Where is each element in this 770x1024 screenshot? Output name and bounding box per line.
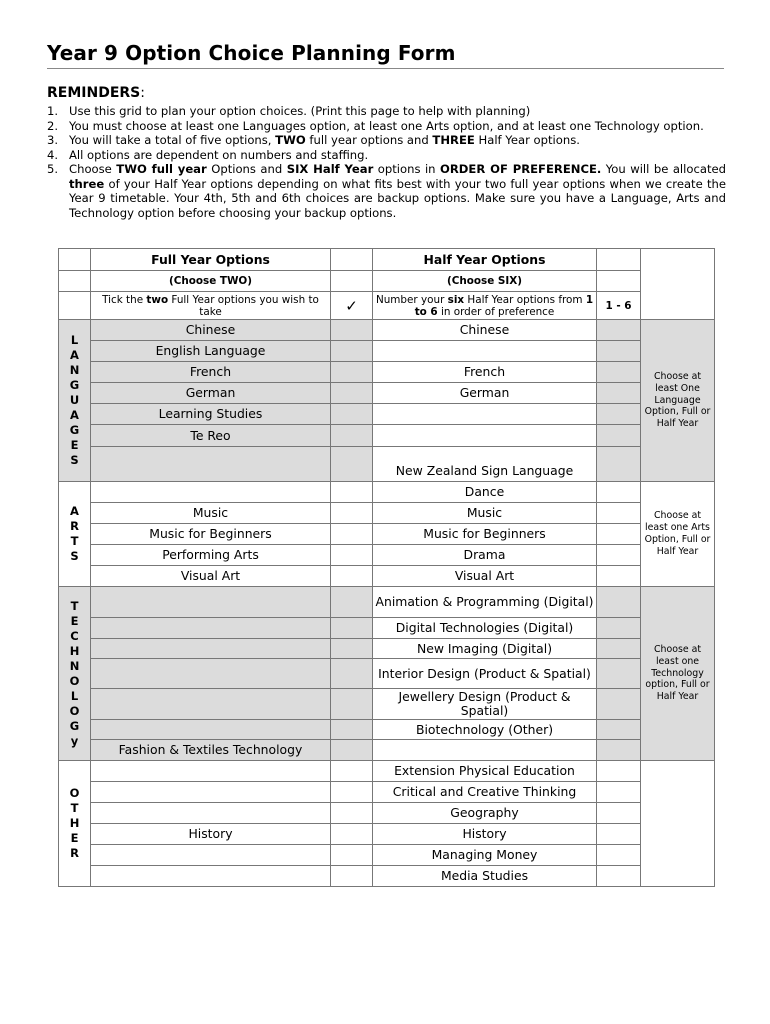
text-run: Half Year options. [474, 133, 580, 147]
reminder-item [47, 104, 726, 119]
half-year-rank-box[interactable] [597, 503, 641, 524]
table-row [59, 320, 715, 341]
full-year-tick-box[interactable] [331, 803, 373, 824]
half-year-option: New Imaging (Digital) [373, 639, 597, 659]
label-letter: G [69, 423, 80, 437]
half-year-rank-box[interactable] [597, 720, 641, 740]
half-year-header: Half Year Options [373, 249, 597, 271]
full-year-option: History [91, 824, 331, 845]
full-year-option: Performing Arts [91, 545, 331, 566]
reminder-number: 5. [47, 162, 59, 176]
full-year-option [91, 761, 331, 782]
half-year-rank-box[interactable] [597, 740, 641, 761]
full-year-tick-box[interactable] [331, 524, 373, 545]
full-year-option [91, 720, 331, 740]
text-run: Full Year options you wish to take [168, 293, 319, 318]
label-letter: T [70, 534, 79, 548]
half-year-option: German [373, 383, 597, 404]
label-letter: O [69, 703, 80, 718]
text-run: options in [373, 162, 441, 176]
label-letter: H [69, 816, 80, 830]
full-year-option [91, 782, 331, 803]
label-letter: L [70, 688, 79, 703]
half-year-rank-box[interactable] [597, 761, 641, 782]
half-year-option: New Zealand Sign Language [373, 447, 597, 482]
full-year-tick-box[interactable] [331, 587, 373, 618]
text-run: Number your [375, 293, 448, 306]
text-run: of your Half Year options depending on what fits best with your two full year options when we create the Year 9 timetable. Your 4th, 5th and 6th choices are backup options. Make sure you have a Language, Arts and Technology option before choosing your backup options. [69, 176, 726, 220]
full-year-tick-box[interactable] [331, 639, 373, 659]
label-letter: N [69, 658, 80, 673]
half-year-option: Dance [373, 482, 597, 503]
full-year-option: Fashion & Textiles Technology [91, 740, 331, 761]
full-year-tick-box[interactable] [331, 740, 373, 761]
text-run: TWO [275, 133, 306, 147]
table-row [59, 292, 715, 320]
label-letter: C [70, 628, 79, 643]
half-year-rank-box[interactable] [597, 618, 641, 639]
header-blank [59, 249, 91, 271]
reminder-number: 3. [47, 133, 59, 147]
half-year-rank-box[interactable] [597, 587, 641, 618]
table-row [59, 545, 715, 566]
full-year-option [91, 866, 331, 887]
half-year-rank-box[interactable] [597, 824, 641, 845]
text-run: Half Year options from [464, 293, 586, 306]
label-letter: E [70, 613, 79, 628]
label-letter: E [70, 831, 79, 845]
half-year-rank-box[interactable] [597, 845, 641, 866]
half-year-option: Critical and Creative Thinking [373, 782, 597, 803]
header-blank [597, 271, 641, 292]
reminder-number: 2. [47, 118, 59, 133]
section-requirement-note: Choose at least One Language Option, Full or Half Year [641, 320, 715, 482]
label-letter: y [70, 733, 79, 748]
label-letter: R [70, 519, 79, 533]
label-letter: O [69, 673, 80, 688]
half-year-option [373, 740, 597, 761]
full-choose-label: (Choose TWO) [91, 271, 331, 292]
text-run: Choose [69, 162, 117, 176]
half-year-option [373, 425, 597, 447]
section-requirement-note: Choose at least one Technology option, Full or Half Year [641, 587, 715, 761]
full-year-option: Te Reo [91, 425, 331, 447]
full-year-tick-box[interactable] [331, 618, 373, 639]
full-year-option: Chinese [91, 320, 331, 341]
half-year-rank-box[interactable] [597, 341, 641, 362]
half-year-rank-box[interactable] [597, 320, 641, 341]
label-letter: G [69, 378, 80, 392]
text-run: You will be allocated [601, 162, 726, 176]
half-year-option: Geography [373, 803, 597, 824]
half-year-rank-box[interactable] [597, 362, 641, 383]
text-run: Use this grid to plan your option choices. (Print this page to help with planning) [69, 104, 531, 118]
header-blank [59, 292, 91, 320]
table-row [59, 271, 715, 292]
full-year-option [91, 689, 331, 720]
half-year-rank-box[interactable] [597, 866, 641, 887]
label-letter: O [69, 786, 80, 800]
text-run: three [69, 176, 105, 191]
full-year-tick-box[interactable] [331, 845, 373, 866]
section-requirement-note: Choose at least one Arts Option, Full or Half Year [641, 482, 715, 587]
text-run: two [146, 293, 169, 306]
half-year-rank-box[interactable] [597, 639, 641, 659]
full-year-tick-box[interactable] [331, 824, 373, 845]
text-run: All options are dependent on numbers and staffing. [69, 147, 369, 162]
full-year-option [91, 447, 331, 482]
half-year-option: History [373, 824, 597, 845]
label-letter: E [70, 438, 79, 452]
label-letter: S [70, 453, 79, 467]
text-run: six [447, 293, 465, 306]
reminder-item [47, 162, 726, 220]
text-run: full year options and [305, 133, 433, 147]
half-year-rank-box[interactable] [597, 782, 641, 803]
half-year-rank-box[interactable] [597, 383, 641, 404]
label-letter: G [69, 718, 80, 733]
half-year-rank-box[interactable] [597, 524, 641, 545]
full-year-option: French [91, 362, 331, 383]
reminder-item [47, 148, 726, 163]
half-year-rank-box[interactable] [597, 566, 641, 587]
full-year-tick-box[interactable] [331, 503, 373, 524]
half-year-option: Animation & Programming (Digital) [373, 587, 597, 618]
full-year-tick-box[interactable] [331, 566, 373, 587]
table-row [59, 689, 715, 720]
table-row [59, 845, 715, 866]
label-letter: L [70, 333, 79, 347]
full-year-option: Visual Art [91, 566, 331, 587]
half-year-option: Managing Money [373, 845, 597, 866]
table-row [59, 866, 715, 887]
header-blank [331, 249, 373, 271]
section-label-other [59, 761, 91, 887]
reminders-heading: REMINDERS: [47, 85, 145, 101]
label-letter: U [69, 393, 80, 407]
text-run: Options and [206, 162, 287, 176]
full-year-option: German [91, 383, 331, 404]
full-year-tick-box[interactable] [331, 782, 373, 803]
full-year-tick-box[interactable] [331, 362, 373, 383]
corner-cell [641, 249, 715, 320]
label-letter: A [70, 504, 79, 518]
half-year-option: Visual Art [373, 566, 597, 587]
text-run: Tick the [102, 293, 147, 306]
full-year-tick-box[interactable] [331, 545, 373, 566]
full-year-tick-box[interactable] [331, 341, 373, 362]
table-row [59, 524, 715, 545]
full-instructions [91, 292, 331, 320]
table-row [59, 639, 715, 659]
full-year-option: Music for Beginners [91, 524, 331, 545]
text-run: ORDER OF PREFERENCE. [440, 162, 602, 176]
reminders-list [47, 104, 726, 220]
full-year-tick-box[interactable] [331, 761, 373, 782]
table-row [59, 503, 715, 524]
label-letter: N [69, 363, 80, 377]
half-year-rank-box[interactable] [597, 689, 641, 720]
full-year-option [91, 639, 331, 659]
text-run: 1 to 6 [414, 293, 594, 318]
header-blank [597, 249, 641, 271]
full-year-option [91, 482, 331, 503]
half-year-option: Extension Physical Education [373, 761, 597, 782]
page-title: Year 9 Option Choice Planning Form [47, 41, 456, 65]
half-year-option: Chinese [373, 320, 597, 341]
header-blank [331, 271, 373, 292]
table-row [59, 566, 715, 587]
full-year-tick-box[interactable] [331, 383, 373, 404]
table-row [59, 803, 715, 824]
label-letter: T [70, 598, 79, 613]
table-row [59, 618, 715, 639]
section-label-arts [59, 482, 91, 587]
half-year-option: Jewellery Design (Product & Spatial) [373, 689, 597, 720]
table-row [59, 249, 715, 271]
tick-symbol: ✓ [331, 292, 373, 320]
full-year-option [91, 845, 331, 866]
label-letter: H [69, 643, 80, 658]
label-letter: A [70, 348, 79, 362]
table-row [59, 740, 715, 761]
full-year-option [91, 659, 331, 689]
full-year-tick-box[interactable] [331, 447, 373, 482]
label-letter: S [70, 549, 79, 563]
half-year-option: Music [373, 503, 597, 524]
half-year-option: Music for Beginners [373, 524, 597, 545]
full-year-option [91, 587, 331, 618]
full-year-option: English Language [91, 341, 331, 362]
half-instructions [373, 292, 597, 320]
header-blank [59, 271, 91, 292]
full-year-tick-box[interactable] [331, 689, 373, 720]
table-row [59, 447, 715, 482]
table-row [59, 587, 715, 618]
reminder-number: 1. [47, 104, 59, 118]
half-year-rank-box[interactable] [597, 545, 641, 566]
half-year-rank-box[interactable] [597, 425, 641, 447]
half-year-rank-box[interactable] [597, 404, 641, 425]
title-rule [47, 68, 724, 69]
table-row [59, 341, 715, 362]
section-label-technology [59, 587, 91, 761]
text-run: THREE [432, 133, 475, 147]
full-year-tick-box[interactable] [331, 866, 373, 887]
full-year-tick-box[interactable] [331, 482, 373, 503]
section-label-languages [59, 320, 91, 482]
table-row [59, 761, 715, 782]
text-run: You will take a total of five options, [69, 133, 276, 147]
half-year-option: Biotechnology (Other) [373, 720, 597, 740]
reminder-number: 4. [47, 147, 59, 162]
label-letter: T [70, 801, 79, 815]
full-year-option: Learning Studies [91, 404, 331, 425]
table-row [59, 482, 715, 503]
half-year-option [373, 341, 597, 362]
half-year-option: Media Studies [373, 866, 597, 887]
half-year-rank-box[interactable] [597, 482, 641, 503]
table-row [59, 425, 715, 447]
table-row [59, 782, 715, 803]
half-year-option: Digital Technologies (Digital) [373, 618, 597, 639]
section-requirement-note [641, 761, 715, 887]
full-year-option [91, 803, 331, 824]
text-run: TWO full year [116, 162, 207, 176]
half-year-option: Drama [373, 545, 597, 566]
table-row [59, 659, 715, 689]
text-run: SIX Half Year [286, 162, 374, 176]
full-year-tick-box[interactable] [331, 404, 373, 425]
table-row [59, 362, 715, 383]
table-row [59, 720, 715, 740]
full-year-tick-box[interactable] [331, 425, 373, 447]
half-year-option: Interior Design (Product & Spatial) [373, 659, 597, 689]
reminder-item [47, 133, 726, 148]
half-year-rank-box[interactable] [597, 447, 641, 482]
full-year-tick-box[interactable] [331, 720, 373, 740]
full-year-option [91, 618, 331, 639]
options-grid [58, 248, 715, 887]
full-year-tick-box[interactable] [331, 659, 373, 689]
half-year-option: French [373, 362, 597, 383]
label-letter: R [70, 846, 79, 860]
full-year-header: Full Year Options [91, 249, 331, 271]
half-year-rank-box[interactable] [597, 803, 641, 824]
half-choose-label: (Choose SIX) [373, 271, 597, 292]
reminder-item [47, 119, 726, 134]
full-year-tick-box[interactable] [331, 320, 373, 341]
full-year-option: Music [91, 503, 331, 524]
table-row [59, 824, 715, 845]
text-run: in order of preference [437, 305, 555, 318]
table-row [59, 383, 715, 404]
half-year-option [373, 404, 597, 425]
rank-label: 1 - 6 [597, 292, 641, 320]
table-row [59, 404, 715, 425]
text-run: You must choose at least one Languages option, at least one Arts option, and at least one Technology option. [69, 118, 704, 133]
half-year-rank-box[interactable] [597, 659, 641, 689]
label-letter: A [70, 408, 79, 422]
